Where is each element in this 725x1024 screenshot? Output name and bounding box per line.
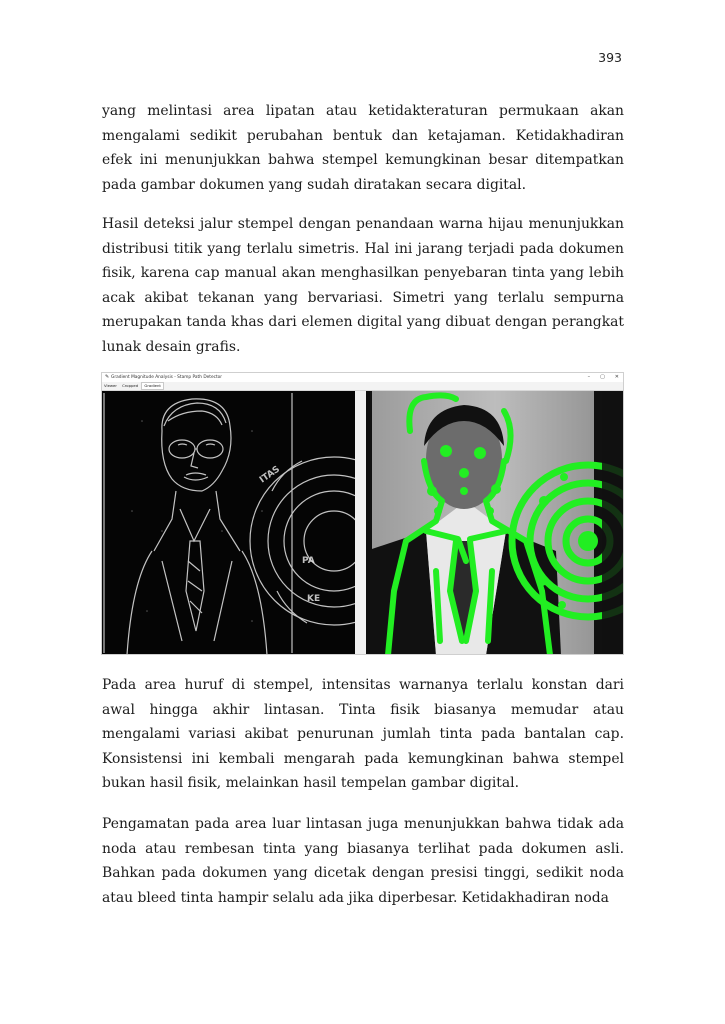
svg-text:KE: KE (307, 594, 321, 604)
paragraph-3: Pada area huruf di stempel, intensitas warnanya terlalu konstan dari awal hingga akhir lintasan. Tinta fisik biasanya memudar atau mengalami variasi akibat penurunan jumlah tinta pada bantalan cap. Konsistensi ini kembali mengarah pada kemungkinan bahwa stempel bukan hasil fisik, melainkan hasil tempelan gambar digital. (102, 677, 624, 792)
paragraph-1: yang melintasi area lipatan atau ketidakteraturan permukaan akan mengalami sedikit perubahan bentuk dan ketajaman. Ketidakhadiran efek ini menunjukkan bahwa stempel kemungkinan besar ditempatkan pada gambar dokumen yang sudah diratakan secara digital. (102, 103, 624, 193)
tab-cropped[interactable]: Cropped (122, 383, 139, 388)
minimize-icon[interactable]: – (587, 374, 591, 380)
gradient-image (102, 391, 355, 655)
paragraph-4: Pengamatan pada area luar lintasan juga menunjukkan bahwa tidak ada noda atau rembesan tinta yang biasanya terlihat pada dokumen asli. Bahkan pada dokumen yang dicetak dengan presisi tinggi, sedikit noda atau bleed tinta hampir selalu ada jika diperbesar. Ketidakhadiran noda (102, 816, 624, 906)
stamp-path-detection-panel (366, 391, 624, 655)
gradient-magnitude-panel (102, 391, 355, 655)
page-number: 393 (598, 50, 622, 65)
svg-text:PA: PA (302, 556, 315, 566)
window-tabs (102, 382, 623, 391)
close-icon[interactable]: ✕ (614, 374, 619, 380)
svg-text:ITAS: ITAS (257, 464, 282, 486)
maximize-icon[interactable]: ▢ (600, 374, 605, 380)
analysis-screenshot (101, 372, 624, 655)
tab-gradient[interactable]: Gradient (141, 382, 164, 390)
window-title: Gradient Magnitude Analysis - Stamp Path Detector (111, 375, 223, 380)
feather-icon: ✎ (105, 374, 110, 380)
paragraph-2: Hasil deteksi jalur stempel dengan penandaan warna hijau menunjukkan distribusi titik yang terlalu simetris. Hal ini jarang terjadi pada dokumen fisik, karena cap manual akan menghasilkan penyebaran tinta yang lebih acak akibat tekanan yang bervariasi. Simetri yang terlalu sempurna merupakan tanda khas dari elemen digital yang dibuat dengan perangkat lunak desain grafis. (102, 216, 624, 355)
window-titlebar (102, 373, 623, 382)
window-controls (588, 373, 619, 382)
tab-viewer[interactable]: Viewer (104, 383, 117, 388)
detection-image (366, 391, 624, 655)
